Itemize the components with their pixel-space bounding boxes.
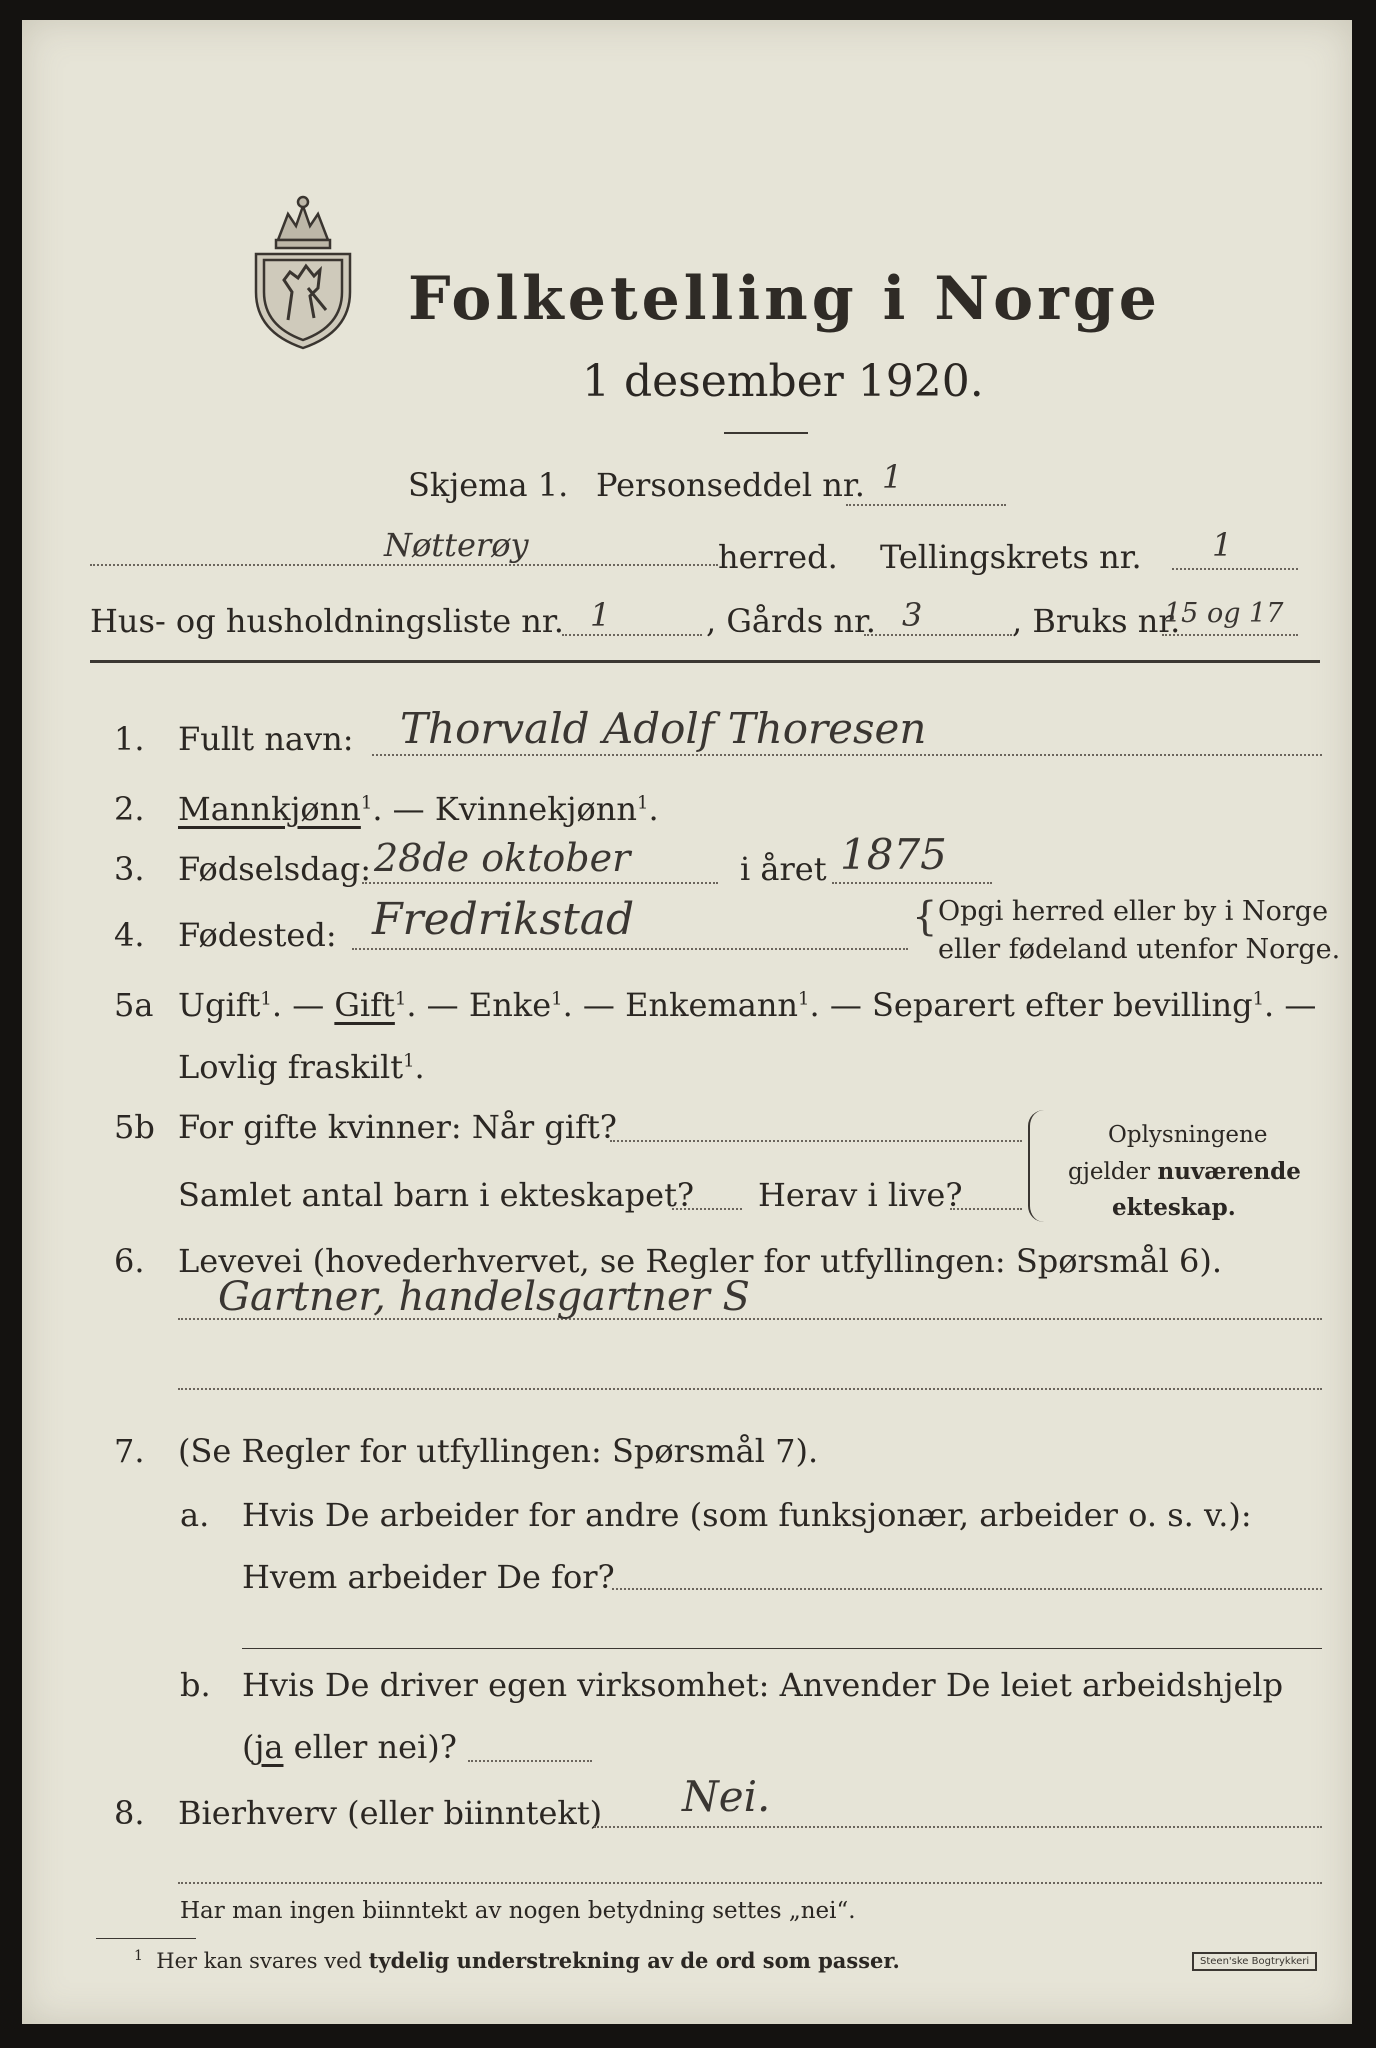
q2-gender: Mannkjønn$^1$. — Kvinnekjønn$^1$. [178,790,659,828]
q8-label: Bierhverv (eller biinntekt) [178,1794,603,1832]
q5b-label-2: Samlet antal barn i ekteskapet? [178,1176,695,1214]
census-form-page [22,20,1352,2024]
q1-number: 1. [114,720,145,758]
q5b-note-2: gjelder nuværende [1068,1158,1301,1185]
yes-option: ja [254,1728,284,1766]
gards-value: 3 [902,596,923,634]
q4-note-2: eller fødeland utenfor Norge. [938,934,1341,965]
birthdate-value: 28de oktober [374,836,631,880]
birthyear-value: 1875 [840,830,947,879]
tellingskrets-label: Tellingskrets nr. [880,538,1142,576]
gards-label: , Gårds nr. [706,602,876,640]
q6-label: Levevei (hovederhvervet, se Regler for utfyllingen: Spørsmål 6). [178,1242,1223,1280]
full-name-value: Thorvald Adolf Thoresen [400,704,927,753]
q4-line [352,948,908,950]
personseddel-value: 1 [882,458,903,496]
bruks-value: 15 og 17 [1164,598,1284,629]
q1-line [372,754,1322,756]
tellingskrets-line [1172,568,1298,570]
female-option: Kvinnekjønn [434,790,637,828]
q2-number: 2. [114,790,145,828]
birthplace-value: Fredrikstad [372,894,635,945]
married-option: Gift [334,986,395,1024]
gards-line [864,634,1012,636]
bruks-line [1162,634,1298,636]
q7a-line-1: Hvis De arbeider for andre (som funksjonær, arbeider o. s. v.): [242,1496,1252,1534]
q6-line-2 [178,1388,1322,1390]
header-rule [90,660,1320,663]
side-income-value: Nei. [682,1772,771,1821]
q5b-number: 5b [114,1108,155,1146]
coat-of-arms-icon [248,192,358,352]
q7b-line-2: (ja eller nei)? [242,1728,457,1766]
printer-stamp: Steen'ske Bogtrykkeri [1192,1952,1317,1971]
q4-label: Fødested: [178,916,337,954]
q8-line-2 [178,1882,1322,1884]
q5a-status-line: Ugift$^1$. — Gift$^1$. — Enke$^1$. — Enkemann$^1$. — Separert efter bevilling$^1$. — [178,986,1317,1024]
q7-label: (Se Regler for utfyllingen: Spørsmål 7). [178,1432,819,1470]
bruks-label: , Bruks nr. [1012,602,1181,640]
footer-note: Har man ingen biinntekt av nogen betydning settes „nei“. [180,1898,856,1924]
q7a-line-2: Hvem arbeider De for? [242,1558,615,1596]
q5b-line-1 [610,1140,1022,1142]
q5b-line-2 [672,1208,742,1210]
q8-line-1 [594,1826,1322,1828]
husliste-line [562,634,702,636]
form-title: Folketelling i Norge [408,264,1161,334]
q5b-label-1: For gifte kvinner: Når gift? [178,1108,617,1146]
footnote: $^1$ Her kan svares ved tydelig understrekning av de ord som passer. [134,1948,900,1973]
male-option: Mannkjønn [178,790,361,828]
q5b-line-3 [950,1208,1022,1210]
herred-label: herred. [718,538,838,576]
q5b-note-1: Oplysningene [1108,1122,1268,1148]
q8-number: 8. [114,1794,145,1832]
personseddel-label: Personseddel nr. [596,466,865,504]
q3-year-label: i året [740,850,827,888]
tellingskrets-value: 1 [1212,526,1233,564]
husliste-value: 1 [590,596,611,634]
q7a-answer-line-2 [242,1648,1322,1649]
q7b-number: b. [180,1666,211,1704]
q7a-answer-line-1 [612,1588,1322,1590]
herred-line [90,564,718,566]
q3-year-line [832,882,992,884]
husliste-label: Hus- og husholdningsliste nr. [90,602,564,640]
q3-day-line [362,882,718,884]
q4-brace: { [912,894,938,940]
q3-label: Fødselsdag: [178,850,372,888]
q6-number: 6. [114,1242,145,1280]
footnote-rule [96,1938,196,1939]
census-date: 1 desember 1920. [582,356,984,407]
q5a-number: 5a [114,986,154,1024]
herred-value: Nøtterøy [384,526,529,564]
q7a-number: a. [180,1496,210,1534]
q1-label: Fullt navn: [178,720,354,758]
q4-note-1: Opgi herred eller by i Norge [938,896,1329,927]
q5a-line-2: Lovlig fraskilt$^1$. [178,1048,425,1086]
q3-number: 3. [114,850,145,888]
q5b-note-3: ekteskap. [1112,1194,1236,1221]
q7b-line-1: Hvis De driver egen virksomhet: Anvender De leiet arbeidshjelp [242,1666,1284,1704]
schema-label: Skjema 1. [408,466,569,504]
q5b-brace [1028,1110,1046,1222]
q5b-label-3: Herav i live? [758,1176,963,1214]
occupation-value: Gartner, handelsgartner S [218,1274,750,1320]
title-divider [724,432,808,434]
q7-number: 7. [114,1432,145,1470]
q4-number: 4. [114,916,145,954]
q7b-answer-line [468,1760,592,1762]
personseddel-line [846,504,1006,506]
